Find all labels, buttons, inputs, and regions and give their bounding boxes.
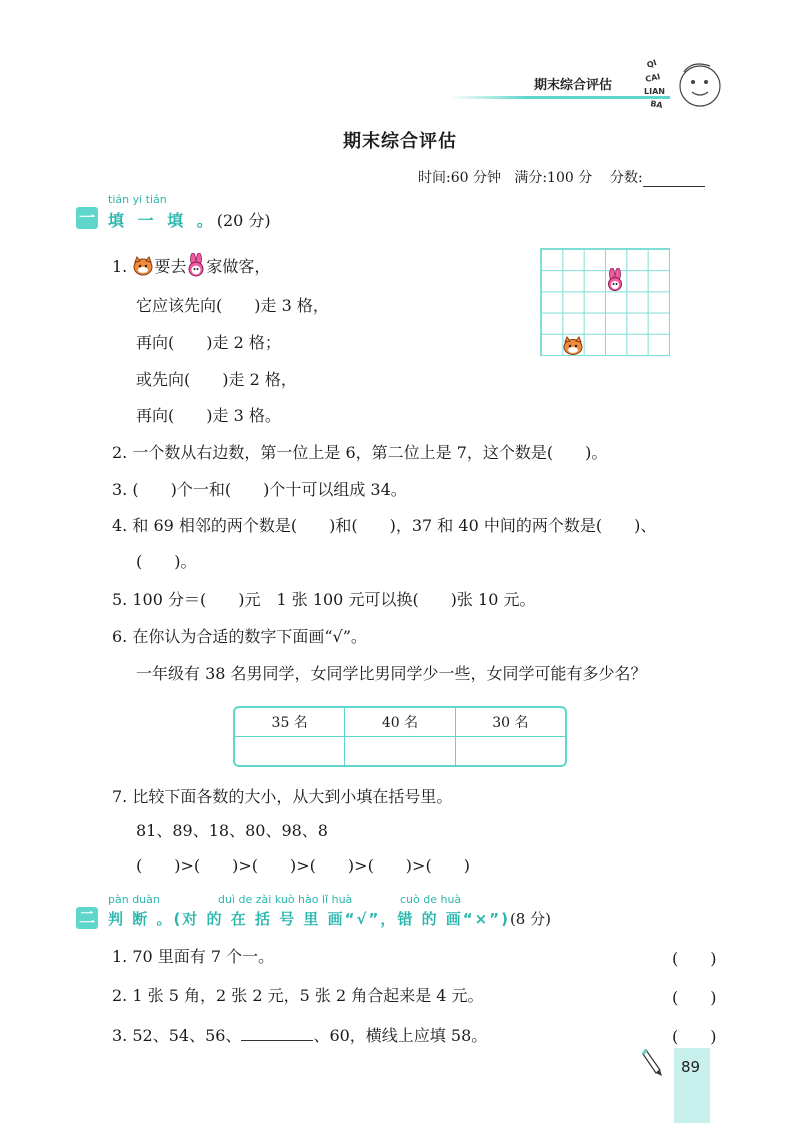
section2-pinyin-1: pàn duàn xyxy=(108,893,160,906)
pencil-icon xyxy=(640,1046,670,1080)
svg-text:CAI: CAI xyxy=(644,72,662,84)
q6-choice-table xyxy=(233,706,567,767)
header-label: 期末综合评估 xyxy=(534,78,613,93)
section1-badge: 一 xyxy=(76,207,98,229)
grid-rabbit-icon xyxy=(605,268,625,292)
q1-line2: 它应该先向( )走 3 格， xyxy=(136,296,329,315)
option-30: 30 名 xyxy=(456,708,565,737)
q1-line5: 再向( )走 3 格。 xyxy=(136,406,281,425)
judge-q3 xyxy=(112,1024,487,1047)
judge-q1-answer[interactable]: ( ) xyxy=(672,949,717,968)
judge-q3-text-b: 、60，横线上应填 58。 xyxy=(313,1026,488,1045)
section2-title-text: 判 断 。(对 的 在 括 号 里 画“√”，错 的 画“×”) xyxy=(108,910,510,928)
page-title: 期末综合评估 xyxy=(343,131,457,152)
page-number: 89 xyxy=(681,1058,701,1076)
q7-numbers: 81、89、18、80、98、8 xyxy=(136,821,328,840)
time-limit: 时间:60 分钟 xyxy=(418,170,501,186)
section1-title xyxy=(108,208,271,231)
q1-text-b: 家做客， xyxy=(206,257,271,276)
exam-meta xyxy=(418,167,705,187)
q6-line1: 6. 在你认为合适的数字下面画“√”。 xyxy=(112,627,367,646)
section2-badge: 二 xyxy=(76,907,98,929)
q6-line2: 一年级有 38 名男同学，女同学比男同学少一些，女同学可能有多少名？ xyxy=(136,664,647,683)
section1-title-text: 填 一 填 。 xyxy=(108,211,217,230)
direction-grid xyxy=(540,248,670,356)
mark-cell-40[interactable] xyxy=(345,737,455,765)
section2-title xyxy=(108,908,551,929)
q2: 2. 一个数从右边数，第一位上是 6，第二位上是 7，这个数是( )。 xyxy=(112,443,608,462)
q4-line1: 4. 和 69 相邻的两个数是( )和( )，37 和 40 中间的两个数是( )、 xyxy=(112,516,657,535)
q1-text-a: 要去 xyxy=(154,257,187,276)
judge-q2-answer[interactable]: ( ) xyxy=(672,988,717,1007)
mark-cell-35[interactable] xyxy=(235,737,345,765)
q5: 5. 100 分＝( )元 1 张 100 元可以换( )张 10 元。 xyxy=(112,590,536,609)
judge-q3-text-a: 3. 52、54、56、 xyxy=(112,1026,242,1045)
score-label: 分数: xyxy=(610,170,643,186)
q7-answer-row: ( )>( )>( )>( )>( )>( ) xyxy=(136,856,470,875)
grid-cat-icon xyxy=(562,336,584,356)
qicailianba-logo xyxy=(640,56,730,116)
q1-number: 1. xyxy=(112,257,128,276)
mark-cell-30[interactable] xyxy=(456,737,565,765)
section2-points: (8 分) xyxy=(509,910,551,928)
svg-text:LIAN: LIAN xyxy=(644,87,665,96)
option-35: 35 名 xyxy=(235,708,345,737)
section1-pinyin: tián yi tián xyxy=(108,193,167,206)
q3: 3. ( )个一和( )个十可以组成 34。 xyxy=(112,480,407,499)
judge-q2: 2. 1 张 5 角，2 张 2 元，5 张 2 角合起来是 4 元。 xyxy=(112,986,484,1005)
q1-line4: 或先向( )走 2 格， xyxy=(136,370,297,389)
svg-text:BA: BA xyxy=(649,99,664,111)
judge-q3-answer[interactable]: ( ) xyxy=(672,1027,717,1046)
score-blank[interactable] xyxy=(643,172,705,187)
q4-line2: ( )。 xyxy=(136,552,197,571)
section1-points: (20 分) xyxy=(216,211,271,230)
rabbit-icon xyxy=(186,253,206,277)
full-score: 满分:100 分 xyxy=(514,170,593,186)
judge-q1: 1. 70 里面有 7 个一。 xyxy=(112,947,275,966)
judge-q3-blank xyxy=(241,1024,313,1041)
q7-line1: 7. 比较下面各数的大小，从大到小填在括号里。 xyxy=(112,787,453,806)
q1-line3: 再向( )走 2 格； xyxy=(136,333,281,352)
section2-pinyin-2: duì de zài kuò hào lǐ huà xyxy=(218,893,353,906)
q1-line1 xyxy=(112,253,270,278)
svg-text:QI: QI xyxy=(645,58,658,70)
option-40: 40 名 xyxy=(345,708,455,737)
header-rule xyxy=(450,96,670,99)
section2-pinyin-3: cuò de huà xyxy=(400,893,462,906)
cat-icon xyxy=(132,256,154,276)
